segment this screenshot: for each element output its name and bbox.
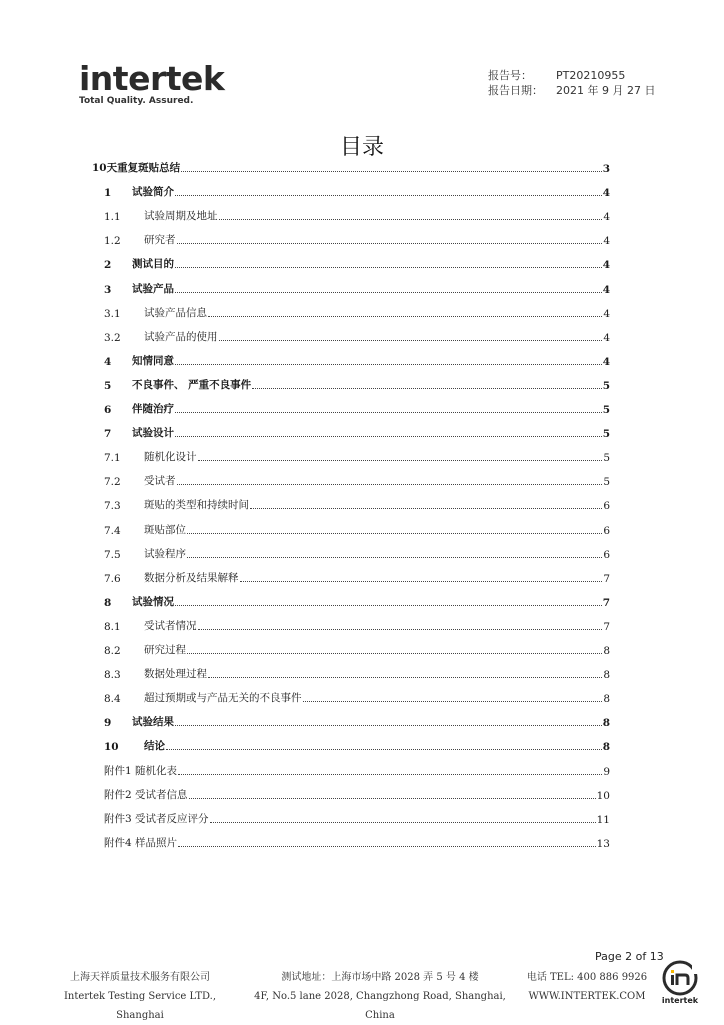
toc-title: 数据分析及结果解释 bbox=[144, 571, 239, 584]
toc-page-number: 7 bbox=[603, 572, 610, 585]
toc-leader bbox=[208, 316, 602, 317]
toc-leader bbox=[175, 364, 602, 365]
toc-title: 数据处理过程 bbox=[144, 668, 207, 681]
toc-number: 4 bbox=[104, 355, 112, 368]
toc-title: 超过预期或与产品无关的不良事件 bbox=[144, 692, 302, 705]
toc-number: 3 bbox=[104, 283, 112, 296]
phone: 电话 TEL: 400 886 9926 bbox=[526, 972, 648, 983]
toc-page-number: 4 bbox=[603, 331, 610, 344]
toc-entry[interactable] bbox=[104, 735, 610, 754]
toc-leader bbox=[187, 533, 602, 534]
logo-tagline: Total Quality. Assured. bbox=[79, 96, 194, 106]
toc-leader bbox=[177, 243, 603, 244]
toc-leader bbox=[175, 195, 602, 196]
toc-number: 8.3 bbox=[104, 669, 121, 682]
report-no: PT20210955 bbox=[556, 69, 626, 82]
toc-title: 附件4 样品照片 bbox=[104, 836, 178, 849]
toc-leader bbox=[178, 774, 602, 775]
report-date: 2021 年 9 月 27 日 bbox=[556, 84, 656, 97]
toc-leader bbox=[175, 412, 602, 413]
toc-entry[interactable] bbox=[104, 639, 610, 657]
toc-entry[interactable] bbox=[104, 494, 610, 513]
toc-title: 斑贴的类型和持续时间 bbox=[144, 499, 249, 512]
toc-page-number: 5 bbox=[603, 476, 610, 489]
toc-number: 8.1 bbox=[104, 620, 121, 633]
toc-page-number: 3 bbox=[602, 163, 610, 175]
toc-title: 不良事件、 严重不良事件 bbox=[132, 378, 252, 391]
toc-entry[interactable] bbox=[104, 615, 610, 633]
toc-page-number: 5 bbox=[603, 452, 610, 465]
toc-number: 7.3 bbox=[104, 500, 121, 513]
logo-wordmark: intertek bbox=[79, 59, 225, 98]
toc-leader bbox=[250, 508, 602, 509]
toc-leader bbox=[240, 581, 603, 582]
toc-title: 试验产品 bbox=[132, 282, 174, 295]
address-cn: 测试地址：上海市场中路 2028 弄 5 号 4 楼 bbox=[281, 972, 479, 983]
toc-leader bbox=[175, 267, 602, 268]
toc-page-number: 6 bbox=[603, 524, 610, 537]
toc-leader bbox=[219, 219, 603, 220]
company-cn: 上海天祥质量技术服务有限公司 bbox=[70, 972, 210, 983]
toc-entry[interactable] bbox=[104, 808, 610, 826]
toc-page-number: 4 bbox=[602, 187, 610, 200]
toc-leader bbox=[175, 605, 602, 606]
toc-title: 试验设计 bbox=[132, 427, 174, 440]
report-no-label: 报告号： bbox=[488, 69, 532, 82]
toc-number: 7.2 bbox=[104, 476, 121, 489]
toc-leader bbox=[219, 340, 603, 341]
toc-title: 附件2 受试者信息 bbox=[104, 788, 188, 801]
toc-entry[interactable] bbox=[104, 446, 610, 465]
toc-title: 附件3 受试者反应评分 bbox=[104, 812, 209, 825]
report-meta bbox=[488, 68, 655, 98]
toc-number: 7.4 bbox=[104, 524, 121, 537]
toc-entry[interactable] bbox=[104, 832, 610, 850]
toc-title: 研究者 bbox=[144, 234, 176, 247]
toc-number: 3.1 bbox=[104, 307, 121, 320]
toc-number: 8 bbox=[104, 596, 112, 609]
footer-company bbox=[40, 968, 240, 1025]
toc-page-number: 8 bbox=[603, 645, 610, 657]
toc-leader bbox=[175, 292, 602, 293]
toc-number: 2 bbox=[104, 259, 112, 272]
toc-page-number: 8 bbox=[602, 741, 610, 754]
toc-title: 试验结果 bbox=[132, 716, 174, 729]
toc-page-number: 4 bbox=[602, 283, 610, 296]
toc-leader bbox=[189, 798, 596, 799]
toc-number: 3.2 bbox=[104, 331, 121, 344]
toc-page-number: 8 bbox=[603, 669, 610, 682]
toc-entry[interactable] bbox=[104, 591, 610, 609]
toc-leader bbox=[175, 725, 602, 726]
toc-leader bbox=[187, 653, 602, 654]
toc-page-number: 4 bbox=[602, 355, 610, 368]
toc-entry[interactable] bbox=[104, 567, 610, 585]
toc-entry[interactable] bbox=[104, 229, 610, 248]
report-date-label: 报告日期： bbox=[488, 84, 543, 97]
toc-title: 试验情况 bbox=[132, 595, 174, 608]
toc-title: 附件1 随机化表 bbox=[104, 764, 178, 777]
toc-number: 1 bbox=[104, 187, 112, 200]
toc-number: 8.4 bbox=[104, 693, 121, 706]
toc-page-number: 8 bbox=[602, 717, 610, 730]
toc-title: 试验产品的使用 bbox=[144, 330, 218, 343]
toc-title: 结论 bbox=[144, 740, 165, 753]
toc-entry[interactable] bbox=[104, 350, 610, 368]
toc-number: 8.2 bbox=[104, 645, 121, 657]
intertek-logo bbox=[79, 59, 225, 106]
toc-leader bbox=[303, 701, 603, 702]
toc-leader bbox=[175, 436, 602, 437]
toc-entry[interactable] bbox=[104, 302, 610, 320]
toc-title: 试验产品信息 bbox=[144, 306, 207, 319]
toc-entry[interactable] bbox=[104, 326, 610, 344]
toc-leader bbox=[178, 846, 596, 847]
toc-page-number: 6 bbox=[603, 548, 610, 561]
toc-title: 随机化设计 bbox=[144, 451, 197, 464]
toc-entry[interactable] bbox=[104, 543, 610, 561]
website: WWW.INTERTEK.COM bbox=[528, 991, 646, 1002]
toc-page-number: 4 bbox=[603, 235, 610, 248]
toc-leader bbox=[210, 822, 596, 823]
toc-entry[interactable] bbox=[104, 760, 610, 778]
company-en: Intertek Testing Service LTD., Shanghai bbox=[63, 991, 217, 1021]
toc-page-number: 11 bbox=[596, 813, 610, 826]
address-en: 4F, No.5 lane 2028, Changzhong Road, Shanghai, China bbox=[254, 991, 506, 1021]
toc-page-number: 7 bbox=[602, 596, 610, 609]
toc-leader bbox=[208, 677, 602, 678]
footer-address bbox=[245, 968, 515, 1025]
toc-entry[interactable] bbox=[104, 205, 610, 224]
toc-title: 试验周期及地址 bbox=[144, 210, 218, 223]
toc-page-number: 6 bbox=[603, 500, 610, 513]
toc-entry[interactable] bbox=[104, 687, 610, 706]
toc-leader bbox=[166, 749, 602, 750]
toc-title: 斑贴部位 bbox=[144, 523, 186, 536]
toc-leader bbox=[187, 557, 602, 558]
toc-number: 7.6 bbox=[104, 572, 121, 585]
toc-title: 10天重复斑贴总结 bbox=[92, 162, 181, 174]
page-number: Page 2 of 13 bbox=[595, 950, 664, 963]
toc-page-number: 13 bbox=[596, 837, 610, 850]
toc-leader bbox=[198, 460, 603, 461]
toc-page-number: 8 bbox=[603, 693, 610, 706]
toc-page-number: 4 bbox=[603, 307, 610, 320]
toc-entry[interactable] bbox=[104, 519, 610, 537]
toc-page-number: 5 bbox=[602, 404, 610, 416]
toc-page-number: 5 bbox=[602, 428, 610, 441]
toc-title: 试验简介 bbox=[132, 186, 174, 199]
toc-number: 10 bbox=[104, 741, 119, 754]
toc-title: 受试者 bbox=[144, 475, 176, 488]
toc-number: 1.1 bbox=[104, 211, 121, 224]
toc-leader bbox=[198, 629, 603, 630]
toc-title: 试验程序 bbox=[144, 547, 186, 560]
toc-number: 7.5 bbox=[104, 548, 121, 561]
toc-leader bbox=[252, 388, 602, 389]
toc-title: 知情同意 bbox=[132, 354, 174, 367]
toc-entry[interactable] bbox=[92, 157, 610, 175]
toc-title: 研究过程 bbox=[144, 644, 186, 656]
toc-page-number: 4 bbox=[602, 259, 610, 272]
toc-entry[interactable] bbox=[104, 181, 610, 200]
toc-title: 测试目的 bbox=[132, 258, 174, 271]
toc-page-number: 9 bbox=[603, 765, 610, 778]
toc-number: 9 bbox=[104, 717, 112, 730]
toc-entry[interactable] bbox=[104, 711, 610, 730]
toc-number: 7 bbox=[104, 428, 112, 441]
toc-page-number: 5 bbox=[602, 379, 610, 392]
toc-entry[interactable] bbox=[104, 470, 610, 489]
toc-number: 5 bbox=[104, 379, 112, 392]
toc-entry[interactable] bbox=[104, 374, 610, 392]
toc-number: 7.1 bbox=[104, 452, 121, 465]
footer-logo-text: intertek bbox=[661, 996, 699, 1005]
toc-leader bbox=[177, 484, 603, 485]
toc-page-number: 4 bbox=[603, 211, 610, 224]
toc-entry[interactable] bbox=[104, 422, 610, 441]
toc-number: 1.2 bbox=[104, 235, 121, 248]
toc-entry[interactable] bbox=[104, 278, 610, 296]
toc-page-number: 10 bbox=[596, 789, 610, 802]
toc-entry[interactable] bbox=[104, 784, 610, 802]
footer-contact bbox=[512, 968, 662, 1006]
toc-number: 6 bbox=[104, 404, 112, 416]
toc-title: 伴随治疗 bbox=[132, 403, 174, 415]
toc-page-number: 7 bbox=[603, 620, 610, 633]
toc-title: 受试者情况 bbox=[144, 619, 197, 632]
page-title: 目录 bbox=[339, 135, 384, 160]
toc-entry[interactable] bbox=[104, 663, 610, 682]
toc-leader bbox=[181, 171, 602, 172]
toc-entry[interactable] bbox=[104, 253, 610, 272]
toc-entry[interactable] bbox=[104, 398, 610, 416]
